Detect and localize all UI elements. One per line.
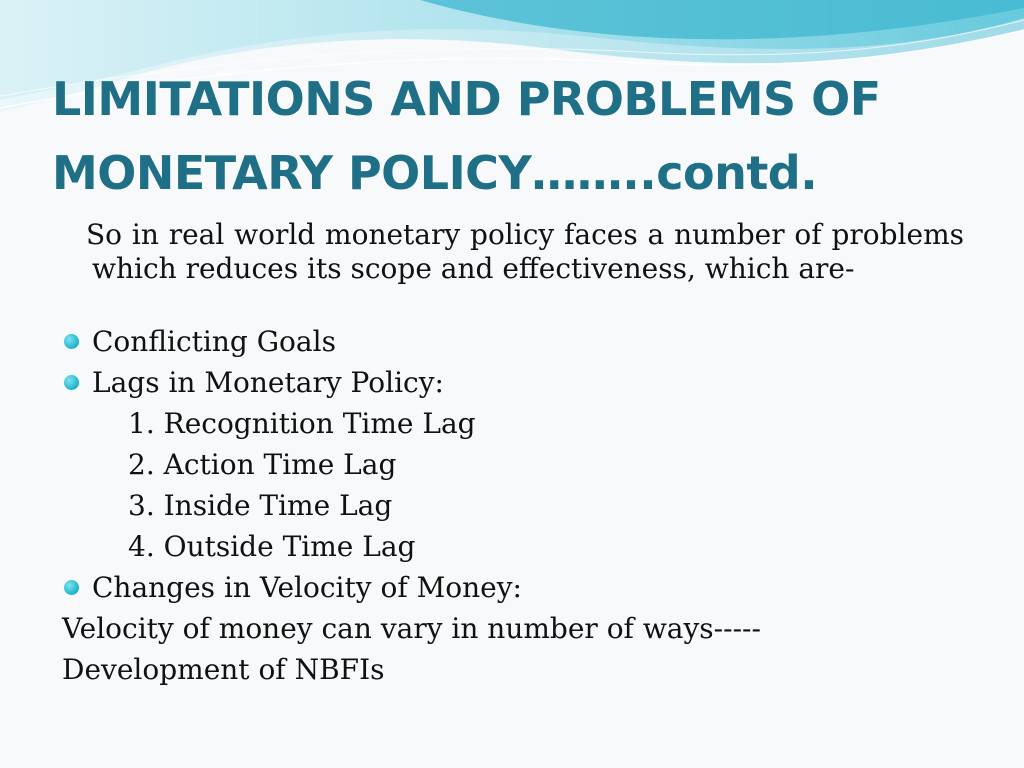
title-line-2: MONETARY POLICY……..contd. [52,146,818,200]
lag-item-4: 4. Outside Time Lag [128,530,416,563]
intro-paragraph: So in real world monetary policy faces a number of problems which reduces its scope and effectiveness, which are- [86,218,964,285]
title-line-1: LIMITATIONS AND PROBLEMS OF [52,72,881,126]
bullet-icon [64,580,79,595]
lag-item-3: 3. Inside Time Lag [128,489,393,522]
bullet-icon [64,334,79,349]
bullet-icon [64,375,79,390]
note-velocity: Velocity of money can vary in number of ways----- [62,612,761,645]
bullet-conflicting-goals: Conflicting Goals [92,325,336,358]
bullet-velocity: Changes in Velocity of Money: [92,571,522,604]
lag-item-2: 2. Action Time Lag [128,448,397,481]
lag-item-1: 1. Recognition Time Lag [128,407,476,440]
slide-title [52,62,992,210]
bullet-lags: Lags in Monetary Policy: [92,366,444,399]
note-nbfis: Development of NBFIs [62,653,385,686]
